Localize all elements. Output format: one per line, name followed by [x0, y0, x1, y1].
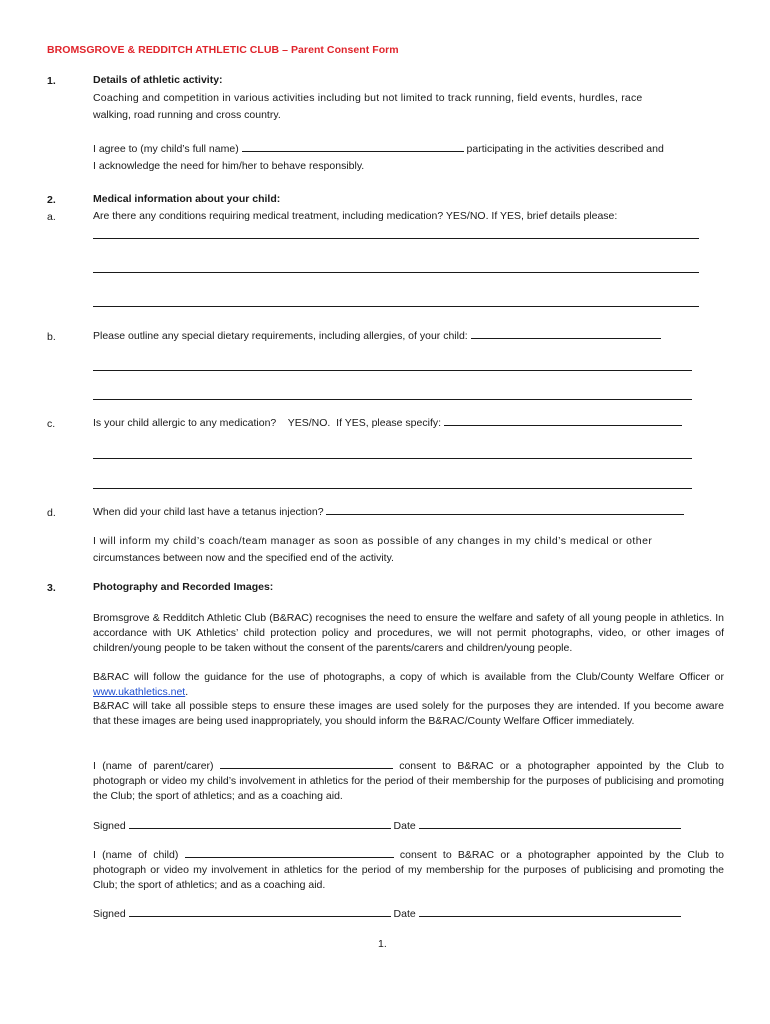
guidance-text: B&RAC will follow the guidance for the use of photographs, a copy of which is available from the Club/County Welfare Officer or — [93, 671, 724, 683]
child-signed-label: Signed — [93, 908, 126, 920]
item-b-question — [93, 329, 724, 344]
item-b-answer-line-2[interactable] — [93, 399, 692, 400]
item-a-answer-line-1[interactable] — [93, 238, 699, 239]
item-a-answer-line-2[interactable] — [93, 272, 699, 273]
dietary-requirements-field[interactable] — [471, 329, 661, 339]
section-2-heading: Medical information about your child: — [93, 193, 281, 205]
agree-prefix: I agree to (my child’s full name) — [93, 143, 239, 155]
item-d-question — [93, 505, 724, 520]
child-date-field[interactable] — [419, 907, 681, 917]
section-1-number: 1. — [47, 75, 56, 87]
item-b-question-text: Please outline any special dietary requirements, including allergies, of your child: — [93, 330, 468, 342]
parent-consent-text: consent to B&RAC or a photographer appointed by the Club to photograph or video my child’s involvement in athletics for the period of their membership for the purposes of publicising and promoting the Club; the sport of athletics; and as a coaching aid. — [93, 760, 724, 802]
parent-signature-row — [93, 819, 724, 834]
agree-statement-line-2: I acknowledge the need for him/her to behave responsibly. — [93, 160, 365, 172]
child-signature-field[interactable] — [129, 907, 391, 917]
section-1-heading: Details of athletic activity: — [93, 74, 223, 86]
medication-allergy-field[interactable] — [444, 416, 682, 426]
guidance-paragraph — [93, 670, 724, 700]
form-title: BROMSGROVE & REDDITCH ATHLETIC CLUB – Parent Consent Form — [47, 44, 399, 56]
section-3-heading: Photography and Recorded Images: — [93, 581, 274, 593]
guidance-end: . — [185, 686, 189, 698]
inappropriate-use-paragraph: B&RAC will take all possible steps to ensure these images are used solely for the purposes they are intended. If you become aware that these images are being used inappropriately, you should inform the B&RAC/County Welfare Officer immediately. — [93, 700, 724, 727]
child-name-field[interactable] — [242, 142, 464, 152]
child-consent-text: consent to B&RAC or a photographer appointed by the Club to photograph or video my involvement in athletics for the period of my membership for the purposes of publicising and promoting the Club; the sport of athletics; and as a coaching aid. — [93, 849, 724, 891]
item-c-question — [93, 416, 724, 431]
item-b-answer-line-1[interactable] — [93, 370, 692, 371]
child-signature-row — [93, 907, 724, 922]
item-a-number: a. — [47, 211, 56, 223]
item-c-number: c. — [47, 418, 56, 430]
child-date-label: Date — [393, 908, 416, 920]
item-c-answer-line-2[interactable] — [93, 488, 692, 489]
inform-statement-line-2: circumstances between now and the specified end of the activity. — [93, 552, 394, 564]
item-d-number: d. — [47, 507, 56, 519]
parent-consent-paragraph — [93, 759, 724, 804]
parent-date-field[interactable] — [419, 819, 681, 829]
parent-date-label: Date — [393, 820, 416, 832]
agree-suffix: participating in the activities described and — [466, 143, 664, 155]
item-a-answer-line-3[interactable] — [93, 306, 699, 307]
item-a-question: Are there any conditions requiring medical treatment, including medication? YES/NO. If YES, brief details please: — [93, 210, 618, 222]
agree-statement — [93, 142, 724, 157]
parent-name-field[interactable] — [220, 759, 393, 769]
photography-policy-paragraph: Bromsgrove & Redditch Athletic Club (B&RAC) recognises the need to ensure the welfare and safety of all young people in athletics. In accordance with UK Athletics’ child protection policy and procedures, we will not permit photographs, video, or other images of children/young people to be taken without the consent of the parents/carers and children/young people. — [93, 612, 724, 654]
item-c-question-text: Is your child allergic to any medication? YES/NO. If YES, please specify: — [93, 417, 442, 429]
child-consent-prefix: I (name of child) — [93, 849, 179, 861]
child-name-consent-field[interactable] — [185, 848, 394, 858]
item-c-answer-line-1[interactable] — [93, 458, 692, 459]
item-d-question-text: When did your child last have a tetanus injection? — [93, 506, 324, 518]
inform-statement-line-1: I will inform my child’s coach/team manager as soon as possible of any changes in my child’s medical or other — [93, 535, 653, 547]
section-3-number: 3. — [47, 582, 56, 594]
activity-description-line-1: Coaching and competition in various activities including but not limited to track running, field events, hurdles, race — [93, 92, 643, 104]
parent-consent-prefix: I (name of parent/carer) — [93, 760, 214, 772]
parent-signed-label: Signed — [93, 820, 126, 832]
item-b-number: b. — [47, 331, 56, 343]
child-consent-paragraph — [93, 848, 724, 893]
tetanus-date-field[interactable] — [326, 505, 684, 515]
activity-description-line-2: walking, road running and cross country. — [93, 109, 281, 121]
ukathletics-link[interactable]: www.ukathletics.net — [93, 686, 186, 698]
parent-signature-field[interactable] — [129, 819, 391, 829]
page-number: 1. — [378, 938, 387, 950]
section-2-number: 2. — [47, 194, 56, 206]
